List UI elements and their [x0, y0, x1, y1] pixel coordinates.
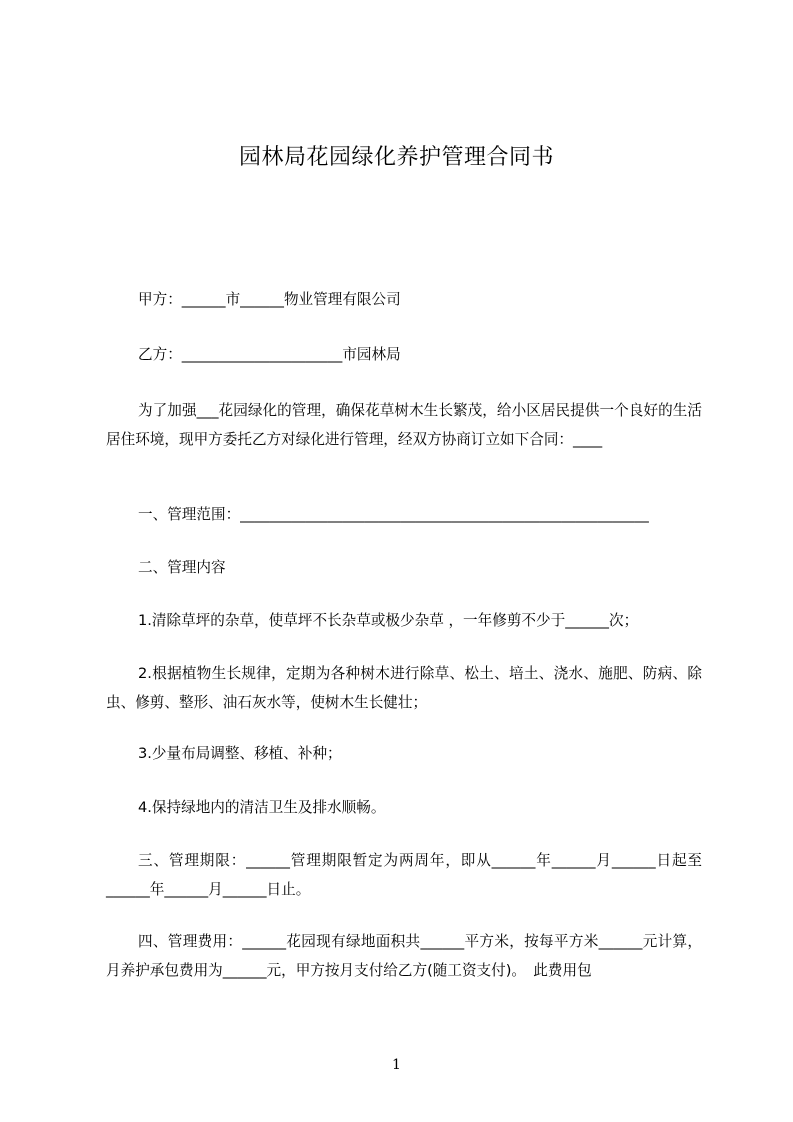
section-1-scope: 一、管理范围：________________________________________________________ [138, 506, 649, 523]
page-number: 1 [392, 1057, 401, 1073]
section-3-term: 三、管理期限：______管理期限暂定为两周年，即从______年______月______日起至______年______月______日止。 [106, 852, 702, 898]
content-item-1: 1.清除草坪的杂草，使草坪不长杂草或极少杂草 ，一年修剪不少于______次； [138, 612, 639, 629]
document-title: 园林局花园绿化养护管理合同书 [238, 145, 554, 170]
party-b-line: 乙方：______________________市园林局 [138, 346, 401, 363]
content-item-3: 3.少量布局调整、移植、补种； [138, 745, 342, 762]
section-4-fees: 四、管理费用：______花园现有绿地面积共______平方米，按每平方米______元计算，月养护承包费用为______元，甲方按月支付给乙方(随工资支付)。 此费用包 [106, 933, 702, 979]
content-item-2: 2.根据植物生长规律，定期为各种树木进行除草、松土、培土、浇水、施肥、防病、除虫、修剪、整形、油石灰水等，使树木生长健壮； [106, 665, 702, 711]
section-2-heading: 二、管理内容 [138, 559, 226, 576]
party-a-line: 甲方：______市______物业管理有限公司 [138, 291, 401, 308]
content-item-4: 4.保持绿地内的清洁卫生及排水顺畅。 [138, 799, 386, 816]
preamble-paragraph: 为了加强___花园绿化的管理，确保花草树木生长繁茂，给小区居民提供一个良好的生活居住环境，现甲方委托乙方对绿化进行管理，经双方协商订立如下合同：____ [106, 402, 702, 448]
